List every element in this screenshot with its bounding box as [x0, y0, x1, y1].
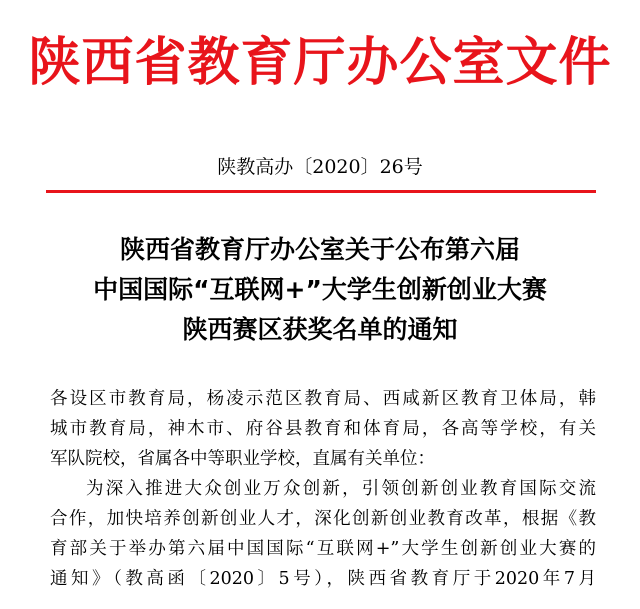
notice-title	[0, 230, 640, 350]
body-text	[50, 384, 596, 594]
paragraph-line: 育部关于举办第六届中国国际“互联网+”大学生创新创业大赛的	[50, 539, 596, 559]
document-header-title: 陕西省教育厅办公室文件	[28, 33, 612, 93]
red-divider-rule	[46, 190, 596, 193]
notice-title-line: 陕西省教育厅办公室关于公布第六届	[119, 235, 520, 264]
paragraph-line: 为深入推进大众创业万众创新，引领创新创业教育国际交流	[86, 479, 596, 499]
recipients-line: 军队院校，省属各中等职业学校，直属有关单位：	[50, 449, 435, 469]
paragraph-line: 通知》（教高函〔2020〕5号），陕西省教育厅于2020年7月	[50, 569, 596, 589]
recipients-line: 各设区市教育局，杨凌示范区教育局、西咸新区教育卫体局，韩	[50, 389, 596, 409]
notice-title-line: 陕西赛区获奖名单的通知	[182, 315, 458, 344]
notice-title-line: 中国国际“互联网+”大学生创新创业大赛	[93, 275, 547, 304]
paragraph-line: 合作，加快培养创新创业人才，深化创新创业教育改革，根据《教	[50, 509, 596, 529]
recipients-line: 城市教育局，神木市、府谷县教育和体育局，各高等学校，有关	[50, 419, 596, 439]
document-number: 陕教高办〔2020〕26号	[217, 156, 423, 178]
